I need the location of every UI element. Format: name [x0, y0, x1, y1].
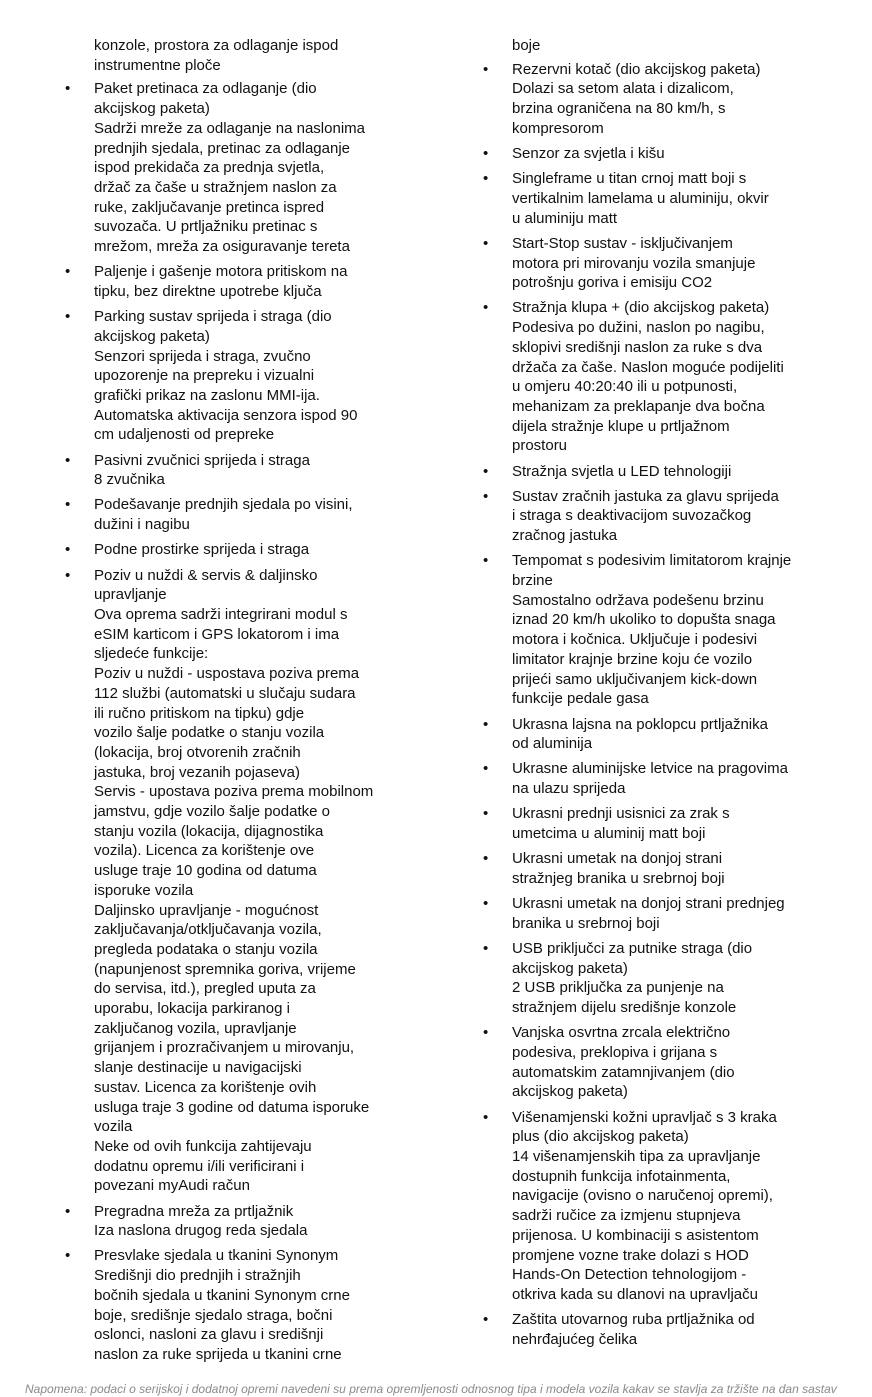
- item-description-line: limitator krajnje brzine koju će vozilo: [512, 650, 753, 668]
- item-description-line: usluge traje 10 godina od datuma: [94, 862, 317, 880]
- item-description-line: Iza naslona drugog reda sjedala: [94, 1222, 308, 1240]
- item-description-line: prijenosa. U kombinaciji s asistentom: [512, 1226, 759, 1244]
- item-title: • Pregradna mreža za prtljažnik: [94, 1202, 294, 1220]
- item-description-line: iznad 20 km/h ukoliko to dopušta snaga: [512, 611, 776, 629]
- item-title: • Rezervni kotač (dio akcijskog paketa): [512, 60, 761, 78]
- item-description-line: navigacije (ovisno o naručenoj opremi),: [512, 1187, 773, 1205]
- item-title: • Vanjska osvrtna zrcala električno: [512, 1024, 731, 1042]
- continuation-text: [512, 36, 820, 56]
- list-item: [62, 1202, 398, 1241]
- item-description-line: na ulazu sprijeda: [512, 780, 626, 798]
- item-title: • Ukrasne aluminijske letvice na pragovima: [512, 760, 788, 778]
- item-description-line: grafički prikaz na zaslonu MMI-ija.: [94, 386, 320, 404]
- item-description-line: držača za čaše. Naslon moguće podijeliti: [512, 358, 784, 376]
- item-description-line: Podesiva po dužini, naslon po nagibu,: [512, 319, 765, 337]
- item-description-line: akcijskog paketa): [94, 100, 210, 118]
- item-description-line: držač za čaše u stražnjem naslon za: [94, 178, 337, 196]
- item-description-line: dostupnih funkcija infotainmenta,: [512, 1167, 731, 1185]
- item-description-line: akcijskog paketa): [512, 1083, 628, 1101]
- item-description-line: zračnog jastuka: [512, 527, 618, 545]
- list-item: [480, 804, 820, 843]
- item-description-line: sljedeće funkcije:: [94, 645, 209, 663]
- item-description-line: kompresorom: [512, 119, 604, 137]
- item-description-line: naslon za ruke sprijeda u tkanini crne: [94, 1346, 342, 1363]
- item-title: • Podne prostirke sprijeda i straga: [94, 541, 310, 559]
- list-item: [480, 462, 820, 482]
- item-description-line: mehanizam za preklapanje dva bočna: [512, 397, 765, 415]
- item-description-line: branika u srebrnoj boji: [512, 914, 660, 932]
- footnote: Napomena: podaci o serijskoj i dodatnoj opremi navedeni su prema opremljenosti odnosnog tipa i modela vozila kakav se stavlja za tržište na dan sastav: [25, 1382, 837, 1396]
- item-title: • USB priključci za putnike straga (dio: [512, 940, 753, 958]
- item-description-line: otkriva kada su dlanovi na upravljaču: [512, 1285, 758, 1303]
- list-item: [62, 540, 398, 560]
- list-item: [480, 551, 820, 709]
- item-title: • Singleframe u titan crnoj matt boji s: [512, 170, 747, 188]
- item-description-line: akcijskog paketa): [94, 327, 210, 345]
- list-item: [62, 566, 398, 1197]
- item-description-line: Ova oprema sadrži integrirani modul s: [94, 605, 348, 623]
- item-description-line: zaključavanja/otključavanja vozila,: [94, 921, 322, 939]
- item-description-line: Automatska aktivacija senzora ispod 90: [94, 406, 358, 424]
- item-description-line: 8 zvučnika: [94, 471, 165, 489]
- item-title: • Senzor za svjetla i kišu: [512, 145, 665, 163]
- item-description-line: prednjih sjedala, pretinac za odlaganje: [94, 139, 351, 157]
- text-line: konzole, prostora za odlaganje ispod: [94, 37, 339, 54]
- item-description-line: ispod prekidača za prednja svjetla,: [94, 159, 325, 177]
- item-description-line: jamstvu, gdje vozilo šalje podatke o: [94, 803, 330, 821]
- item-title: • Podešavanje prednjih sjedala po visini,: [94, 496, 353, 514]
- item-description-line: akcijskog paketa): [512, 959, 628, 977]
- item-title: • Ukrasni umetak na donjoj strani: [512, 850, 723, 868]
- item-description-line: usluga traje 3 godine od datuma isporuke: [94, 1098, 370, 1116]
- item-description-line: potrošnju goriva i emisiju CO2: [512, 274, 713, 292]
- item-description-line: tipku, bez direktne upotrebe ključa: [94, 282, 322, 300]
- item-description-line: zaključanog vozila, upravljanje: [94, 1019, 297, 1037]
- item-description-line: umetcima u aluminij matt boji: [512, 825, 706, 843]
- item-description-line: Servis - upostava poziva prema mobilnom: [94, 783, 374, 801]
- item-description-line: bočnih sjedala u tkanini Synonym crne: [94, 1286, 350, 1304]
- item-title: • Tempomat s podesivim limitatorom krajnje: [512, 552, 792, 570]
- text-line: boje: [512, 37, 541, 54]
- item-description-line: ili ručno pritiskom na tipku) gdje: [94, 704, 305, 722]
- item-title: • Presvlake sjedala u tkanini Synonym: [94, 1247, 339, 1265]
- item-description-line: jastuka, broj vezanih pojaseva): [94, 763, 300, 781]
- item-description-line: u aluminiju matt: [512, 209, 618, 227]
- list-item: [480, 60, 820, 139]
- item-description-line: eSIM karticom i GPS lokatorom i ima: [94, 625, 340, 643]
- item-description-line: dijela stražnje klupe u prtljažnom: [512, 417, 730, 435]
- item-description-line: Samostalno održava podešenu brzinu: [512, 591, 764, 609]
- item-description-line: automatskim zatamnjivanjem (dio: [512, 1063, 735, 1081]
- item-description-line: brzina ograničena na 80 km/h, s: [512, 100, 726, 118]
- item-description-line: motora i kočnica. Uključuje i podesivi: [512, 631, 758, 649]
- list-item: [480, 234, 820, 293]
- item-description-line: pregleda podataka o stanju vozila: [94, 940, 318, 958]
- list-item: [480, 1108, 820, 1305]
- item-title: • Poziv u nuždi & servis & daljinsko: [94, 566, 318, 584]
- item-description-line: Daljinsko upravljanje - mogućnost: [94, 901, 319, 919]
- list-item: [480, 1310, 820, 1349]
- item-title: • Paljenje i gašenje motora pritiskom na: [94, 263, 348, 281]
- item-description-line: isporuke vozila: [94, 881, 194, 899]
- item-description-line: Dolazi sa setom alata i dizalicom,: [512, 80, 734, 98]
- item-description-line: brzine: [512, 572, 553, 590]
- item-description-line: boje, središnje sjedalo straga, bočni: [94, 1306, 333, 1324]
- item-title: • Stražnja klupa + (dio akcijskog paketa): [512, 299, 770, 317]
- item-description-line: sustav. Licenca za korištenje ovih: [94, 1078, 317, 1096]
- item-description-line: vozilo šalje podatke o stanju vozila: [94, 724, 325, 742]
- item-description-line: grijanjem i prozračivanjem u mirovanju,: [94, 1039, 355, 1057]
- item-description-line: stražnjem dijelu središnje konzole: [512, 999, 737, 1017]
- list-item: [62, 451, 398, 490]
- item-description-line: mrežom, mreža za osiguravanje tereta: [94, 238, 350, 256]
- item-title: • Ukrasna lajsna na poklopcu prtljažnika: [512, 715, 768, 733]
- item-description-line: u omjeru 40:20:40 ili u potpunosti,: [512, 378, 738, 396]
- item-title: • Ukrasni prednji usisnici za zrak s: [512, 805, 730, 823]
- item-description-line: dužini i nagibu: [94, 516, 190, 534]
- item-description-line: upravljanje: [94, 586, 167, 604]
- item-title: • Start-Stop sustav - isključivanjem: [512, 234, 733, 252]
- item-description-line: (napunjenost spremnika goriva, vrijeme: [94, 960, 356, 978]
- item-description-line: vozila). Licenca za korištenje ove: [94, 842, 315, 860]
- item-description-line: vertikalnim lamelama u aluminiju, okvir: [512, 189, 769, 207]
- item-title: • Paket pretinaca za odlaganje (dio: [94, 80, 317, 98]
- item-description-line: stanju vozila (lokacija, dijagnostika: [94, 822, 324, 840]
- list-item: [480, 715, 820, 754]
- equipment-list: [480, 60, 820, 1350]
- list-item: [480, 759, 820, 798]
- right-column: [480, 36, 820, 1355]
- item-title: • Sustav zračnih jastuka za glavu sprijeda: [512, 487, 779, 505]
- item-description-line: promjene vozne trake dolazi s HOD: [512, 1246, 749, 1264]
- item-description-line: uporabu, lokacija parkiranog i: [94, 1000, 290, 1018]
- item-description-line: povezani myAudi račun: [94, 1177, 250, 1195]
- item-description-line: sklopivi središnji naslon za ruke s dva: [512, 338, 763, 356]
- item-title: • Stražnja svjetla u LED tehnologiji: [512, 462, 732, 480]
- item-description-line: plus (dio akcijskog paketa): [512, 1128, 689, 1146]
- equipment-list: [62, 79, 398, 1364]
- list-item: [62, 307, 398, 445]
- item-description-line: vozila: [94, 1118, 133, 1136]
- item-description-line: cm udaljenosti od prepreke: [94, 426, 275, 444]
- item-description-line: (lokacija, broj otvorenih zračnih: [94, 743, 301, 761]
- item-description-line: 112 službi (automatski u slučaju sudara: [94, 684, 356, 702]
- item-description-line: slanje destinacije u navigacijski: [94, 1059, 302, 1077]
- item-description-line: Poziv u nuždi - uspostava poziva prema: [94, 665, 360, 683]
- item-description-line: Senzori sprijeda i straga, zvučno: [94, 347, 311, 365]
- item-description-line: oslonci, nasloni za glavu i središnji: [94, 1326, 324, 1344]
- item-description-line: Središnji dio prednjih i stražnjih: [94, 1267, 301, 1285]
- list-item: [62, 495, 398, 534]
- item-description-line: motora pri mirovanju vozila smanjuje: [512, 254, 756, 272]
- list-item: [62, 262, 398, 301]
- item-description-line: upozorenje na prepreku i vizualni: [94, 367, 315, 385]
- item-description-line: prostoru: [512, 437, 568, 455]
- item-description-line: Hands-On Detection tehnologijom -: [512, 1266, 747, 1284]
- item-description-line: 2 USB priključka za punjenje na: [512, 979, 724, 997]
- item-title: • Višenamjenski kožni upravljač s 3 kraka: [512, 1108, 777, 1126]
- list-item: [480, 487, 820, 546]
- list-item: [480, 169, 820, 228]
- item-description-line: Sadrži mreže za odlaganje na naslonima: [94, 119, 365, 137]
- item-title: • Parking sustav sprijeda i straga (dio: [94, 308, 332, 326]
- item-title: • Zaštita utovarnog ruba prtljažnika od: [512, 1311, 755, 1329]
- item-title: • Ukrasni umetak na donjoj strani prednjeg: [512, 895, 785, 913]
- item-description-line: suvozača. U prtljažniku pretinac s: [94, 218, 318, 236]
- list-item: [62, 79, 398, 256]
- item-description-line: podesiva, preklopiva i grijana s: [512, 1044, 718, 1062]
- list-item: [480, 1023, 820, 1102]
- item-title: • Pasivni zvučnici sprijeda i straga: [94, 451, 310, 469]
- list-item: [480, 939, 820, 1018]
- text-line: instrumentne ploče: [94, 56, 221, 74]
- list-item: [480, 144, 820, 164]
- item-description-line: nehrđajućeg čelika: [512, 1330, 638, 1348]
- item-description-line: od aluminija: [512, 735, 593, 753]
- list-item: [62, 1246, 398, 1364]
- list-item: [480, 894, 820, 933]
- item-description-line: stražnjeg branika u srebrnoj boji: [512, 869, 725, 887]
- item-description-line: funkcije pedale gasa: [512, 690, 649, 708]
- item-description-line: prijeći samo uključivanjem kick-down: [512, 670, 758, 688]
- item-description-line: 14 višenamjenskih tipa za upravljanje: [512, 1148, 761, 1166]
- item-description-line: Neke od ovih funkcija zahtijevaju: [94, 1137, 312, 1155]
- list-item: [480, 298, 820, 456]
- continuation-text: [94, 36, 398, 75]
- left-column: [62, 36, 398, 1370]
- list-item: [480, 849, 820, 888]
- item-description-line: i straga s deaktivacijom suvozačkog: [512, 507, 752, 525]
- item-description-line: ruke, zaključavanje pretinca ispred: [94, 198, 325, 216]
- item-description-line: sadrži ručice za izmjenu stupnjeva: [512, 1207, 741, 1225]
- item-description-line: dodatnu opremu i/ili verificirani i: [94, 1157, 305, 1175]
- item-description-line: do servisa, itd.), pregled uputa za: [94, 980, 316, 998]
